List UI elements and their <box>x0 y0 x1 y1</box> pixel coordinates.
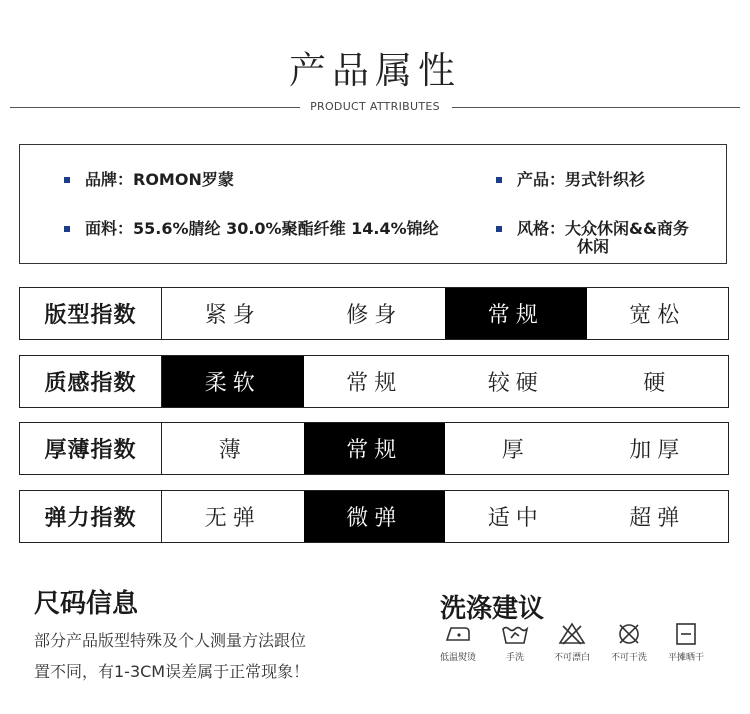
scale-option: 厚 <box>501 438 530 463</box>
elasticity-index-options <box>162 491 728 542</box>
texture-index-row <box>19 355 729 408</box>
page-title: 产品属性 <box>289 49 461 92</box>
scale-option: 加厚 <box>629 438 686 463</box>
bullet-square-icon <box>64 177 70 183</box>
wash-item-flatdry <box>656 622 716 663</box>
page-subtitle: PRODUCT ATTRIBUTES <box>310 100 440 113</box>
hand-wash-icon <box>500 622 530 646</box>
elasticity-index-label: 弹力指数 <box>20 491 162 542</box>
no-dry-clean-icon <box>614 622 644 646</box>
no-bleach-icon <box>557 622 587 646</box>
scale-option-selected: 常规 <box>445 288 587 339</box>
wash-label: 不可干洗 <box>610 653 647 663</box>
attributes-panel <box>19 144 727 264</box>
fit-index-label: 版型指数 <box>20 288 162 339</box>
texture-index-options <box>162 356 728 407</box>
scale-option-selected: 常规 <box>304 423 446 474</box>
scale-option-selected: 微弹 <box>304 491 446 542</box>
scale-option: 常规 <box>346 371 403 396</box>
thickness-index-options <box>162 423 728 474</box>
wash-item-bleach <box>542 622 602 663</box>
wash-item-iron <box>428 622 488 663</box>
washing-title: 洗涤建议 <box>440 594 545 624</box>
wash-label: 手洗 <box>505 653 524 663</box>
scale-option: 硬 <box>643 371 672 396</box>
scale-option: 较硬 <box>487 371 544 396</box>
scale-option: 薄 <box>218 438 247 463</box>
bullet-square-icon <box>496 226 502 232</box>
low-temp-iron-icon <box>443 622 473 646</box>
flat-dry-icon <box>671 622 701 646</box>
wash-item-dryclean <box>599 622 659 663</box>
scale-option: 无弹 <box>204 506 261 531</box>
size-info-line-1: 部分产品版型特殊及个人测量方法跟位 <box>34 631 307 650</box>
attr-product-text: 产品：男式针织衫 <box>517 170 646 189</box>
elasticity-index-row <box>19 490 729 543</box>
size-info-line-2: 置不同，有1-3CM误差属于正常现象！ <box>34 662 310 681</box>
attr-brand-text: 品牌：ROMON罗蒙 <box>85 170 234 189</box>
fit-index-row <box>19 287 729 340</box>
bullet-square-icon <box>496 177 502 183</box>
fit-index-options <box>162 288 728 339</box>
attr-fabric-text: 面料：55.6%腈纶 30.0%聚酯纤维 14.4%锦纶 <box>85 219 439 238</box>
attr-style-text: 风格：大众休闲&&商务 <box>517 219 689 238</box>
attr-brand <box>85 171 234 189</box>
attr-style-text-cont: 休闲 <box>577 237 610 256</box>
scale-option: 修身 <box>346 303 403 328</box>
thickness-index-label: 厚薄指数 <box>20 423 162 474</box>
texture-index-label: 质感指数 <box>20 356 162 407</box>
wash-item-hand <box>485 622 545 663</box>
wash-label: 低温熨烫 <box>439 653 476 663</box>
scale-option: 适中 <box>487 506 544 531</box>
attr-fabric <box>85 220 439 238</box>
scale-option: 紧身 <box>204 303 261 328</box>
wash-label: 不可漂白 <box>553 653 590 663</box>
scale-option: 宽松 <box>629 303 686 328</box>
scale-option-selected: 柔软 <box>162 356 304 407</box>
bullet-square-icon <box>64 226 70 232</box>
scale-option: 超弹 <box>629 506 686 531</box>
size-info-title: 尺码信息 <box>34 589 139 619</box>
attr-style <box>517 220 689 256</box>
wash-label: 平摊晒干 <box>667 653 704 663</box>
thickness-index-row <box>19 422 729 475</box>
attr-product <box>517 171 645 189</box>
